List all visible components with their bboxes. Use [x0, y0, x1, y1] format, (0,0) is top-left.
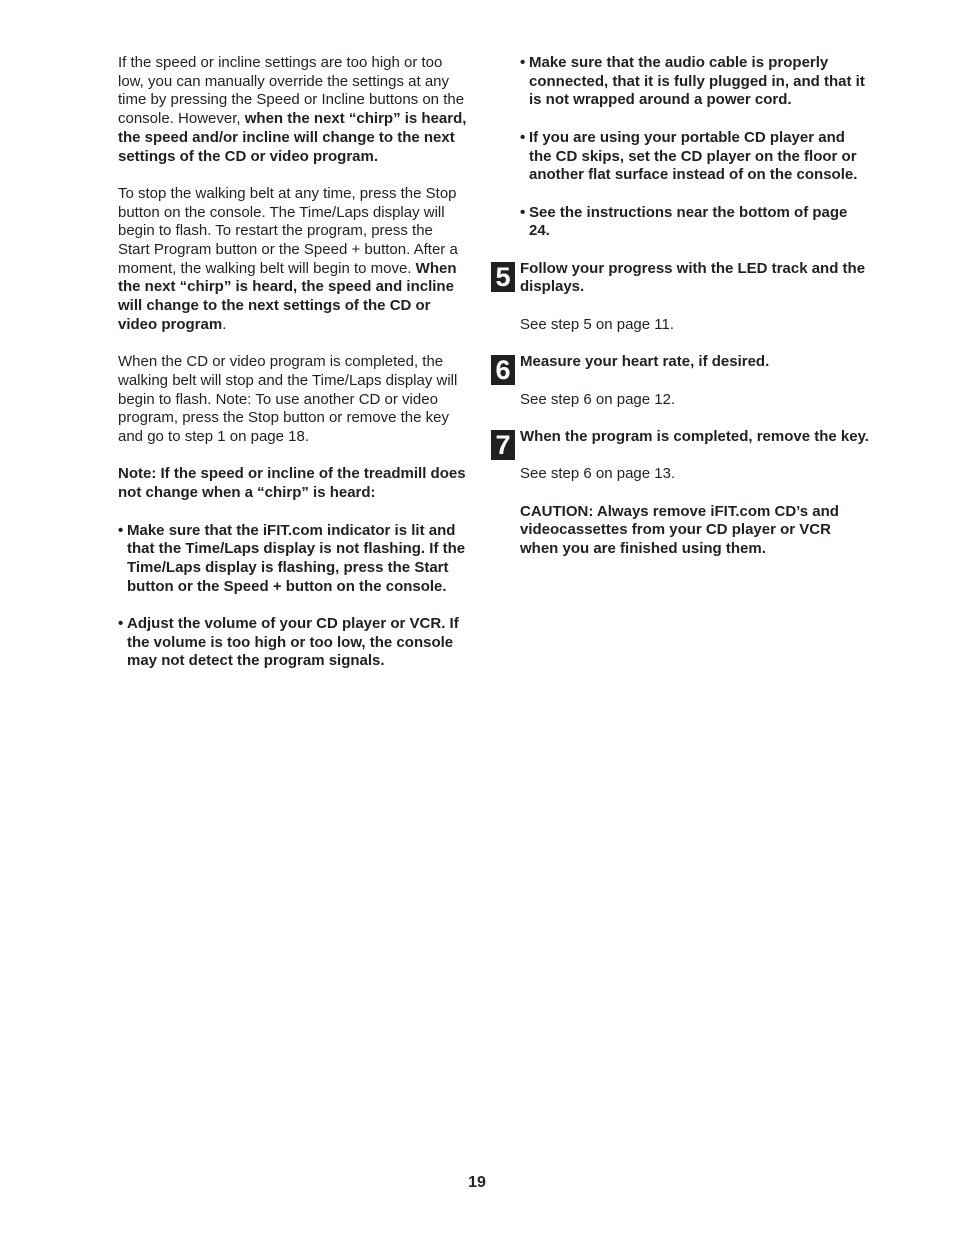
step-text: See step 6 on page 12.: [520, 390, 676, 408]
bullet-dot: •: [118, 615, 124, 633]
step-text: See step 5 on page 11.: [520, 315, 675, 333]
step-heading: Measure your heart rate, if desired.: [520, 353, 770, 371]
stop-paragraph: [118, 185, 468, 335]
bullet-dot: •: [520, 54, 526, 71]
left-column: [118, 54, 468, 690]
bullet-indicator-lit: [118, 522, 468, 597]
override-bold-text: when the next “chirp” is heard, the speed and/or incline will change to the next settings of the CD or video program.: [118, 110, 467, 165]
override-paragraph: [118, 54, 468, 166]
stop-period: .: [222, 315, 227, 333]
note-heading: Note: If the speed or incline of the treadmill does not change when a “chirp” is heard:: [118, 465, 466, 502]
page-number: 19: [468, 1174, 486, 1191]
step-7: [491, 427, 869, 460]
caution-text: CAUTION: Always remove iFIT.com CD’s and videocassettes from your CD player or VCR when you are finished using them.: [520, 502, 839, 558]
bullet-text: Make sure that the iFIT.com indicator is lit and that the Time/Laps display is not flashing. If the Time/Laps display is flashing, press the Start button or the Speed + button on the console.: [127, 521, 466, 595]
step-heading: Follow your progress with the LED track and the displays.: [520, 259, 866, 296]
bullet-text: Make sure that the audio cable is properly connected, that it is fully plugged in, and that it is not wrapped around a power cord.: [529, 54, 865, 109]
bullet-text: If you are using your portable CD player and the CD skips, set the CD player on the floor or another flat surface instead of on the console.: [529, 128, 858, 184]
bullet-dot: •: [520, 128, 526, 146]
stop-bold-text: When the next “chirp” is heard, the speed and incline will change to the next settings of the CD or video program: [118, 259, 457, 333]
right-column: [491, 54, 869, 559]
step-6: [491, 353, 869, 386]
step-number-badge: 6: [491, 355, 515, 385]
override-text: If the speed or incline settings are too high or too low, you can manually override the settings at any time by pressing the Speed or Incline buttons on the console. However,: [118, 54, 465, 128]
bullet-cd-skips: [491, 129, 869, 185]
bullet-text: See the instructions near the bottom of page 24.: [529, 203, 848, 240]
step-text: See step 6 on page 13.: [520, 465, 676, 483]
bullet-text: Adjust the volume of your CD player or VCR. If the volume is too high or too low, the console may not detect the program signals.: [127, 615, 459, 670]
bullet-adjust-volume: [118, 615, 468, 671]
bullet-dot: •: [520, 203, 526, 221]
step-5: [491, 260, 869, 297]
completed-paragraph: When the CD or video program is completed, the walking belt will stop and the Time/Laps display will begin to flash. Note: To use another CD or video program, press the Stop button or remove the key and go to step 1 on page 18.: [118, 353, 458, 446]
bullet-audio-cable: [491, 54, 869, 110]
bullet-see-instructions: [491, 204, 869, 241]
stop-text: To stop the walking belt at any time, press the Stop button on the console. The Time/Laps display will begin to flash. To restart the program, press the Start Program button or the Speed + button. After a moment, the walking belt will begin to move.: [118, 184, 458, 277]
step-heading: When the program is completed, remove the key.: [520, 427, 869, 445]
step-number-badge: 7: [491, 430, 515, 460]
step-number-badge: 5: [491, 262, 515, 292]
bullet-dot: •: [118, 521, 124, 539]
